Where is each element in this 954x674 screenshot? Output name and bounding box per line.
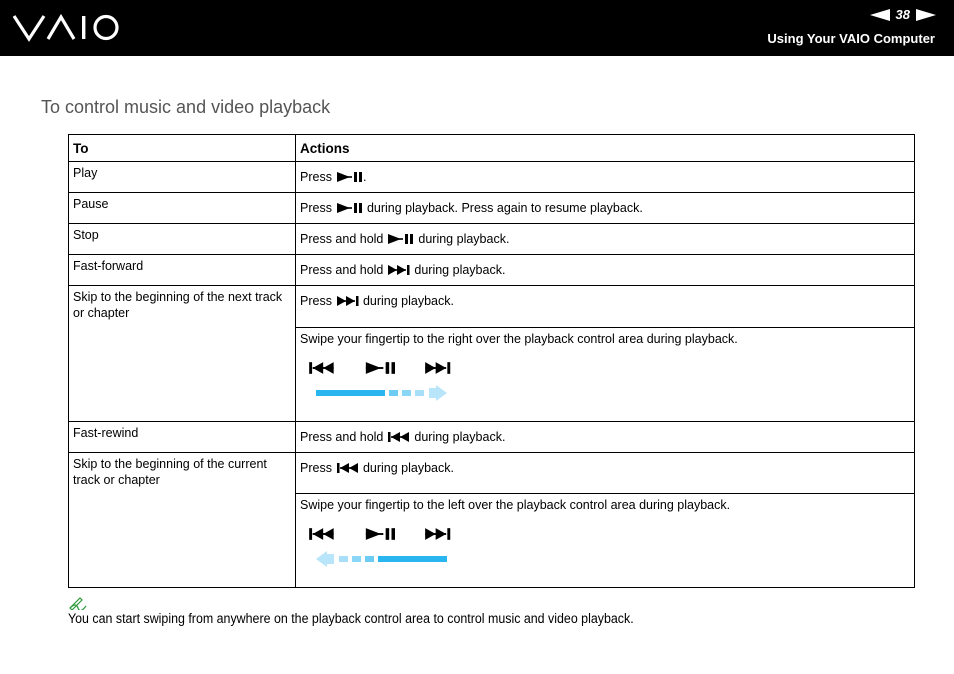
- play-pause-icon: [337, 171, 363, 183]
- play-pause-icon: [337, 202, 363, 214]
- row-action: Press and hold during playback.: [296, 224, 915, 255]
- play-pause-icon: [364, 527, 398, 541]
- previous-track-icon: [337, 462, 359, 474]
- note-text: You can start swiping from anywhere on the playback control area to control music and video playback.: [68, 611, 634, 626]
- vaio-logo: [12, 13, 122, 43]
- page-number: 38: [895, 7, 910, 22]
- previous-track-icon: [308, 527, 336, 541]
- row-action: Press during playback.: [296, 286, 915, 328]
- table-header-row: [69, 135, 915, 162]
- next-track-icon: [424, 527, 452, 541]
- play-pause-icon: [388, 233, 414, 245]
- table-row: [69, 162, 915, 193]
- header-bar: [0, 0, 954, 56]
- next-track-icon: [388, 264, 410, 276]
- row-action: Press and hold during playback.: [296, 422, 915, 453]
- table-row: [69, 193, 915, 224]
- previous-track-icon: [308, 361, 336, 375]
- row-action: Press during playback. Press again to resume playback.: [296, 193, 915, 224]
- row-label: Fast-rewind: [69, 422, 296, 453]
- row-label: Pause: [69, 193, 296, 224]
- play-pause-icon: [364, 361, 398, 375]
- triangle-left-icon[interactable]: [870, 9, 890, 21]
- column-header-actions: Actions: [296, 135, 915, 162]
- row-label: Fast-forward: [69, 255, 296, 286]
- table-row: [69, 224, 915, 255]
- row-label: Skip to the beginning of the next track or chapter: [69, 286, 296, 422]
- previous-track-icon: [388, 431, 410, 443]
- row-label: Stop: [69, 224, 296, 255]
- row-action: Press .: [296, 162, 915, 193]
- playback-control-area: [300, 361, 910, 395]
- row-swipe-action: Swipe your fingertip to the left over the playback control area during playback.: [296, 494, 915, 588]
- row-action: Press during playback.: [296, 453, 915, 494]
- header-title: Using Your VAIO Computer: [767, 31, 935, 46]
- swipe-left-arrow-icon: [316, 551, 451, 567]
- swipe-right-arrow-icon: [316, 385, 451, 401]
- next-track-icon: [424, 361, 452, 375]
- next-track-icon: [337, 295, 359, 307]
- row-action: Press and hold during playback.: [296, 255, 915, 286]
- table-row: [69, 422, 915, 453]
- row-label: Play: [69, 162, 296, 193]
- column-header-to: To: [69, 135, 296, 162]
- playback-control-area: [300, 527, 910, 561]
- page-navigation: [870, 7, 936, 22]
- playback-table: [68, 134, 915, 588]
- pen-note-icon: [68, 596, 88, 610]
- table-row: [69, 255, 915, 286]
- table-row: [69, 453, 915, 494]
- table-row: [69, 286, 915, 328]
- section-heading: To control music and video playback: [41, 97, 331, 117]
- row-label: Skip to the beginning of the current track or chapter: [69, 453, 296, 588]
- triangle-right-icon[interactable]: [916, 9, 936, 21]
- row-swipe-action: Swipe your fingertip to the right over the playback control area during playback.: [296, 328, 915, 422]
